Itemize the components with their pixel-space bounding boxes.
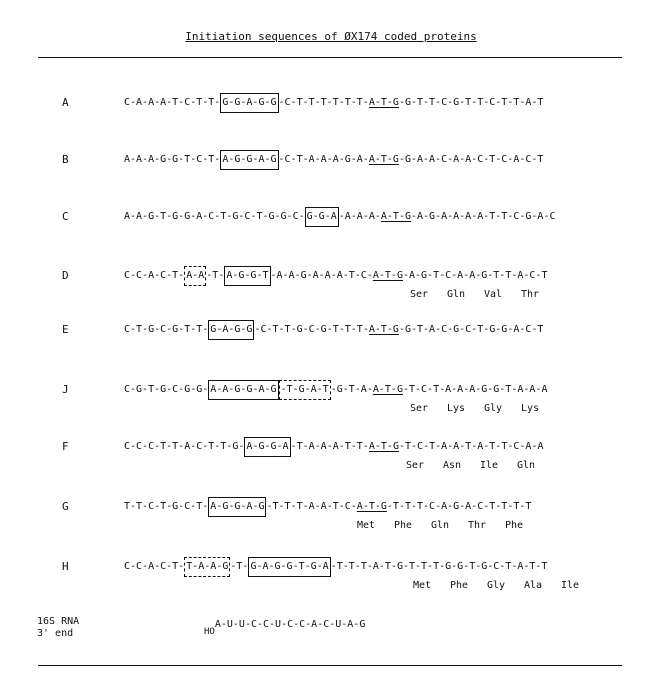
sequence-segment: -T-C-T-A-A-T-A-T-T-C-A-A xyxy=(398,441,544,452)
start-codon: A-T-G xyxy=(356,501,387,512)
sequence-segment: C-C-C-T-T-A-C-T-T-G- xyxy=(124,441,245,452)
sequence-row xyxy=(0,320,662,340)
row-label: F xyxy=(62,440,69,453)
rna-label xyxy=(37,616,79,640)
rna-label-line2: 3' end xyxy=(37,628,74,639)
start-codon: A-T-G xyxy=(380,211,411,222)
amino-acid: Phe xyxy=(450,580,469,591)
nucleotide-sequence xyxy=(124,93,543,113)
sequence-segment: C-C-A-C-T- xyxy=(124,561,185,572)
top-rule xyxy=(38,57,622,58)
sequence-segment: -T-T-T-A-T-G-T-T-T-G-G-T-G-C-T-A-T-T xyxy=(330,561,548,572)
sequence-segment: C-G-T-G-C-G-G- xyxy=(124,384,209,395)
sequence-segment: -T-T-T-A-A-T-C- xyxy=(266,501,357,512)
amino-acid: Ile xyxy=(561,580,580,591)
shine-dalgarno-box: G-G-A-G-G xyxy=(220,93,278,113)
shine-dalgarno-box: G-A-G-G-T-G-A xyxy=(248,557,330,577)
sequence-segment: A-A-A-G-G-T-C-T- xyxy=(124,154,221,165)
shine-dalgarno-box: A-G-G-A-G xyxy=(220,150,278,170)
sequence-segment: -G-A-A-C-A-A-C-T-C-A-C-T xyxy=(398,154,544,165)
dashed-homology-box: A-A xyxy=(184,266,206,286)
amino-acid: Lys xyxy=(521,403,540,414)
amino-acid: Ser xyxy=(410,289,429,300)
start-codon: A-T-G xyxy=(368,324,399,335)
nucleotide-sequence xyxy=(124,207,556,227)
start-codon: A-T-G xyxy=(368,441,399,452)
rna-sequence xyxy=(204,619,366,637)
amino-acid: Phe xyxy=(394,520,413,531)
shine-dalgarno-box: A-A-G-G-A-G xyxy=(208,380,278,400)
shine-dalgarno-box: G-A-G-G xyxy=(208,320,254,340)
amino-acid: Asn xyxy=(443,460,462,471)
rna-label-line1: 16S RNA xyxy=(37,616,80,627)
row-label: E xyxy=(62,323,69,336)
row-label: G xyxy=(62,500,69,513)
amino-acid: Gln xyxy=(431,520,450,531)
shine-dalgarno-box: A-G-G-A xyxy=(244,437,290,457)
row-label: A xyxy=(62,96,69,109)
sequence-segment: -T- xyxy=(206,270,225,281)
shine-dalgarno-box: A-G-G-A-G xyxy=(208,497,266,517)
sequence-row xyxy=(0,207,662,227)
amino-acid: Phe xyxy=(505,520,524,531)
rna-sequence-text: A-U-U-C-C-U-C-C-A-C-U-A-G xyxy=(214,619,366,630)
sequence-segment: -A-A-A- xyxy=(338,211,381,222)
amino-acid: Thr xyxy=(468,520,487,531)
amino-acid: Met xyxy=(413,580,432,591)
page-title: Initiation sequences of ØX174 coded proteins xyxy=(185,30,477,43)
sequence-segment: -T-C-T-A-A-A-G-G-T-A-A-A xyxy=(402,384,548,395)
sequence-segment: -C-T-T-T-T-T-T- xyxy=(278,97,369,108)
sequence-segment: C-T-G-C-G-T-T- xyxy=(124,324,209,335)
rna-prefix: HO xyxy=(204,627,215,637)
shine-dalgarno-box: G-G-A xyxy=(305,207,339,227)
amino-acid: Ile xyxy=(480,460,499,471)
sequence-row xyxy=(0,437,662,471)
sequence-row xyxy=(0,497,662,531)
sequence-row xyxy=(0,380,662,414)
row-label: H xyxy=(62,560,69,573)
sequence-segment: -G-T-A- xyxy=(330,384,373,395)
sequence-segment: -T-T-T-C-A-G-A-C-T-T-T-T xyxy=(386,501,532,512)
row-label: J xyxy=(62,383,69,396)
sequence-segment: -T-A-A-A-T-T- xyxy=(290,441,369,452)
bottom-rule xyxy=(38,665,622,666)
amino-acid: Gly xyxy=(487,580,506,591)
amino-acid: Gln xyxy=(517,460,536,471)
sequence-segment: -A-A-G-A-A-A-T-C- xyxy=(270,270,373,281)
row-label: C xyxy=(62,210,69,223)
nucleotide-sequence xyxy=(124,380,547,400)
sequence-segment: -C-T-T-G-C-G-T-T-T- xyxy=(254,324,369,335)
nucleotide-sequence xyxy=(124,320,543,340)
sequence-segment: -G-T-T-C-G-T-T-C-T-T-A-T xyxy=(398,97,544,108)
sequence-segment: T-T-C-T-G-C-T- xyxy=(124,501,209,512)
start-codon: A-T-G xyxy=(368,154,399,165)
nucleotide-sequence xyxy=(124,497,531,517)
dashed-homology-box: -T-G-A-T xyxy=(279,380,331,400)
sequence-segment: -T- xyxy=(230,561,249,572)
dashed-homology-box: T-A-A-G xyxy=(184,557,230,577)
shine-dalgarno-box: A-G-G-T xyxy=(224,266,270,286)
amino-acid: Lys xyxy=(447,403,466,414)
sequence-segment: -G-T-A-C-G-C-T-G-G-A-C-T xyxy=(398,324,544,335)
nucleotide-sequence xyxy=(124,437,543,457)
sequence-segment: A-A-G-T-G-G-A-C-T-G-C-T-G-G-C- xyxy=(124,211,305,222)
amino-acid: Val xyxy=(484,289,503,300)
amino-acid: Gln xyxy=(447,289,466,300)
amino-acid: Gly xyxy=(484,403,503,414)
amino-acid: Ser xyxy=(410,403,429,414)
start-codon: A-T-G xyxy=(372,270,403,281)
sequence-row xyxy=(0,557,662,591)
start-codon: A-T-G xyxy=(368,97,399,108)
sequence-row xyxy=(0,93,662,113)
nucleotide-sequence xyxy=(124,557,547,577)
sequence-row xyxy=(0,150,662,170)
row-label: D xyxy=(62,269,69,282)
amino-acid: Ser xyxy=(406,460,425,471)
amino-acid: Met xyxy=(357,520,376,531)
sequence-segment: -A-G-A-A-A-A-T-T-C-G-A-C xyxy=(411,211,556,222)
sequence-segment: C-A-A-A-T-C-T-T- xyxy=(124,97,221,108)
sequence-segment: -C-T-A-A-A-G-A- xyxy=(278,154,369,165)
nucleotide-sequence xyxy=(124,150,543,170)
sequence-row xyxy=(0,266,662,300)
amino-acid: Ala xyxy=(524,580,543,591)
start-codon: A-T-G xyxy=(372,384,403,395)
nucleotide-sequence xyxy=(124,266,547,286)
sequence-segment: C-C-A-C-T- xyxy=(124,270,185,281)
sequence-segment: -A-G-T-C-A-A-G-T-T-A-C-T xyxy=(402,270,548,281)
amino-acid: Thr xyxy=(521,289,540,300)
row-label: B xyxy=(62,153,69,166)
